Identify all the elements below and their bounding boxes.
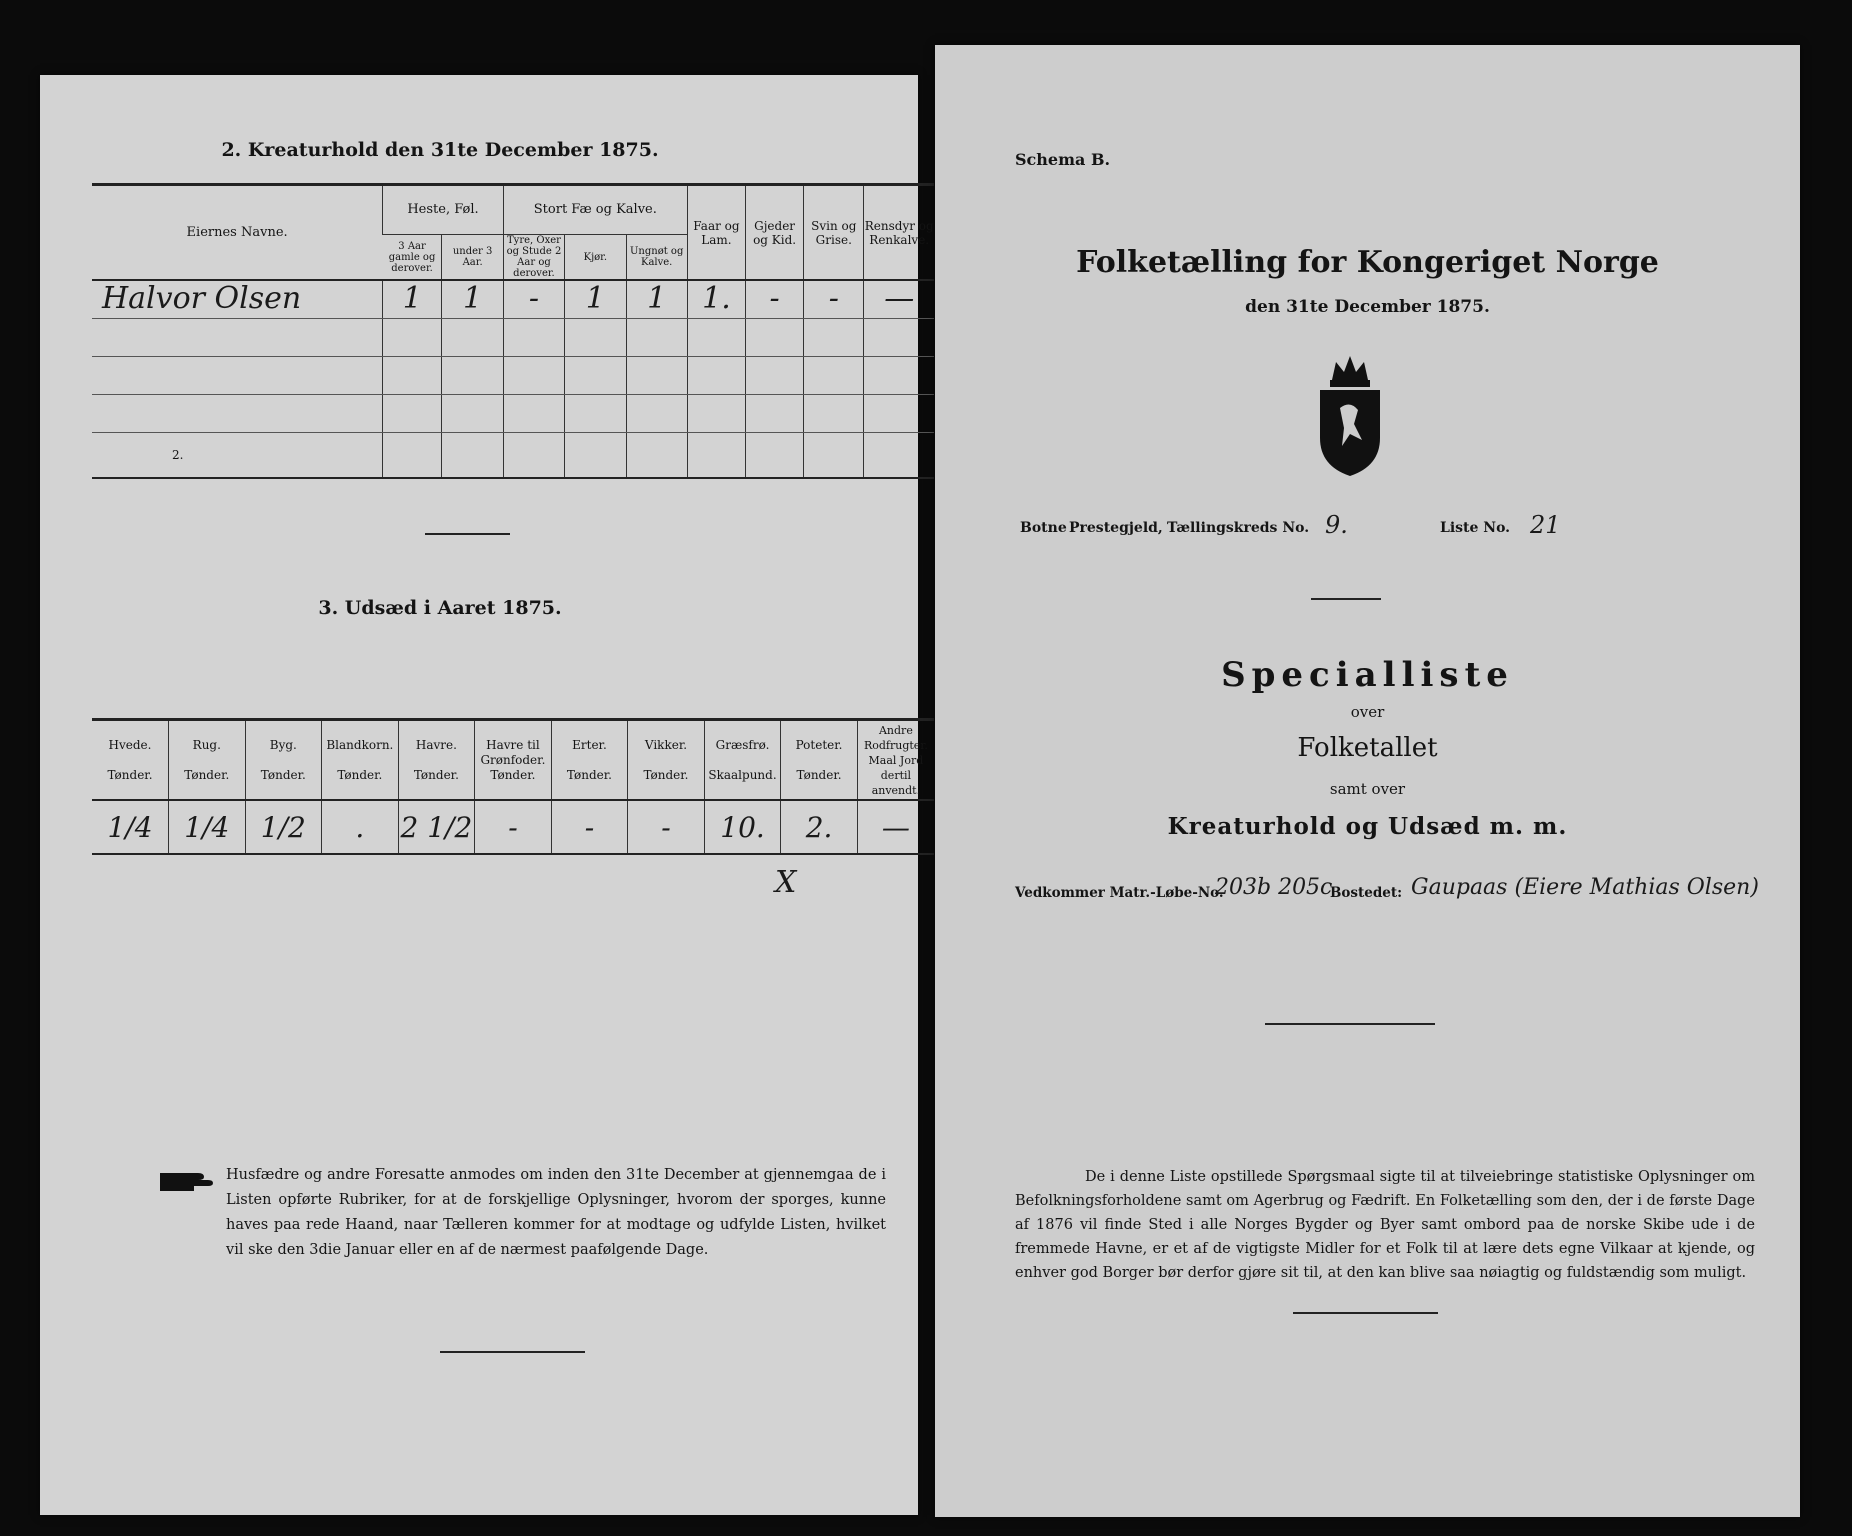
- prestegjeld-label: Prestegjeld,: [1069, 520, 1163, 536]
- livestock-cell: —: [864, 280, 934, 318]
- seed-value-cell: .: [322, 800, 399, 854]
- stray-mark: 2.: [92, 432, 383, 478]
- matr-value: 203b 205c: [1215, 875, 1333, 900]
- divider-rule: [1311, 598, 1381, 600]
- section-2-title: 2. Kreaturhold den 31te December 1875.: [221, 139, 659, 161]
- header-cattle-calves: Ungnøt og Kalve.: [626, 235, 687, 281]
- seed-value-cell: 1/2: [245, 800, 322, 854]
- seed-value-cell: -: [628, 800, 705, 854]
- seed-header-peas: Erter. Tønder.: [551, 720, 628, 801]
- header-horses-adult: 3 Aar gamle og derover.: [383, 235, 442, 281]
- livestock-cell: 1: [626, 280, 687, 318]
- header-cattle-cows: Kjør.: [565, 235, 626, 281]
- livestock-cell: 1: [383, 280, 442, 318]
- header-goats: Gjeder og Kid.: [746, 185, 804, 281]
- divider-rule: [1293, 1312, 1438, 1314]
- right-page: [935, 45, 1800, 1517]
- livestock-cell: 1: [442, 280, 503, 318]
- livestock-cell: -: [503, 280, 564, 318]
- seed-header-green-fodder: Havre til Grønfoder. Tønder.: [475, 720, 552, 801]
- seed-value-cell: 10.: [704, 800, 781, 854]
- schema-label: Schema B.: [1015, 150, 1111, 169]
- handwritten-x-mark: X: [775, 865, 797, 900]
- samt-over-text: samt over: [1329, 780, 1406, 798]
- seed-header-vetch: Vikker. Tønder.: [628, 720, 705, 801]
- seed-value-cell: 1/4: [92, 800, 169, 854]
- specialliste-heading: Specialliste: [1221, 655, 1514, 695]
- seed-header-mixed-grain: Blandkorn. Tønder.: [322, 720, 399, 801]
- left-page: [40, 75, 934, 1515]
- seed-header-root-crops: Andre Rodfrugter. Maal Jord dertil anvendt.: [857, 720, 934, 801]
- bosted-value: Gaupaas (Eiere Mathias Olsen): [1411, 875, 1759, 900]
- subheading: Kreaturhold og Udsæd m. m.: [1167, 813, 1568, 840]
- header-sheep: Faar og Lam.: [687, 185, 745, 281]
- header-horses-young: under 3 Aar.: [442, 235, 503, 281]
- pointing-hand-icon: [158, 1163, 216, 1199]
- seed-table: [92, 718, 934, 855]
- seed-header-oats: Havre. Tønder.: [398, 720, 475, 801]
- footnote-text: Husfædre og andre Foresatte anmodes om inden den 31te December at gjennemgaa de i Listen opførte Rubriker, for at de forskjellige Oplysninger, hvorom der sporges, kunne haves paa rede Haand, naar Tælleren kommer for at modtage og udfylde Listen, hvilket vil ske den 3die Januar eller en af de nærmest paafølgende Dage.: [226, 1167, 886, 1258]
- header-cattle: Stort Fæ og Kalve.: [503, 185, 687, 235]
- kreds-label: Tællingskreds No.: [1167, 520, 1310, 536]
- header-horses: Heste, Føl.: [383, 185, 504, 235]
- livestock-cell: 1: [565, 280, 626, 318]
- liste-label: Liste No.: [1440, 520, 1511, 536]
- seed-value-cell: -: [475, 800, 552, 854]
- notice-text: De i denne Liste opstillede Spørgsmaal sigte til at tilveiebringe statistiske Oplysninger om Befolkningsforholdene samt om Agerbrug og Fædrift. En Folketælling som den, der i de første Dage af 1876 vil finde Sted i alle Norges Bygder og Byer samt ombord paa de norske Skibe ude i de fremmede Havne, er et af de vigtigste Midler for et Folk til at lære dets egne Vilkaar at kjende, og enhver god Borger bør derfor gjøre sit til, at den kan blive saa nøiagtig og fuldstændig som muligt.: [1015, 1169, 1755, 1281]
- header-cattle-bulls: Tyre, Oxer og Stude 2 Aar og derover.: [503, 235, 564, 281]
- livestock-cell: 1.: [687, 280, 745, 318]
- folketallet-text: Folketallet: [1297, 733, 1438, 763]
- seed-value-cell: 2 1/2: [398, 800, 475, 854]
- seed-header-rye: Rug. Tønder.: [169, 720, 246, 801]
- livestock-cell: -: [804, 280, 864, 318]
- seed-value-cell: -: [551, 800, 628, 854]
- owner-name-cell: Halvor Olsen: [92, 280, 383, 318]
- section-3-title: 3. Udsæd i Aaret 1875.: [318, 597, 562, 619]
- liste-value: 21: [1530, 511, 1561, 539]
- livestock-cell: -: [746, 280, 804, 318]
- bosted-label: Bostedet:: [1330, 885, 1403, 901]
- header-owner-names: Eiernes Navne.: [92, 185, 383, 281]
- prestegjeld-value: Botne: [1020, 520, 1067, 536]
- matr-label: Vedkommer Matr.-Løbe-No.: [1015, 885, 1224, 901]
- divider-rule: [425, 533, 510, 535]
- coat-of-arms-icon: [1310, 350, 1390, 480]
- over-text: over: [1350, 703, 1385, 721]
- census-title: Folketælling for Kongeriget Norge: [1076, 245, 1659, 280]
- divider-rule: [440, 1351, 585, 1353]
- seed-header-grass-seed: Græsfrø. Skaalpund.: [704, 720, 781, 801]
- header-reindeer: Rensdyr og Renkalve.: [864, 185, 934, 281]
- seed-value-cell: —: [857, 800, 934, 854]
- seed-value-cell: 1/4: [169, 800, 246, 854]
- seed-value-cell: 2.: [781, 800, 858, 854]
- seed-header-wheat: Hvede. Tønder.: [92, 720, 169, 801]
- header-pigs: Svin og Grise.: [804, 185, 864, 281]
- divider-rule: [1265, 1023, 1435, 1025]
- census-date: den 31te December 1875.: [1245, 297, 1490, 317]
- kreds-value: 9.: [1325, 511, 1348, 539]
- seed-header-barley: Byg. Tønder.: [245, 720, 322, 801]
- livestock-table: [92, 183, 934, 479]
- seed-header-potatoes: Poteter. Tønder.: [781, 720, 858, 801]
